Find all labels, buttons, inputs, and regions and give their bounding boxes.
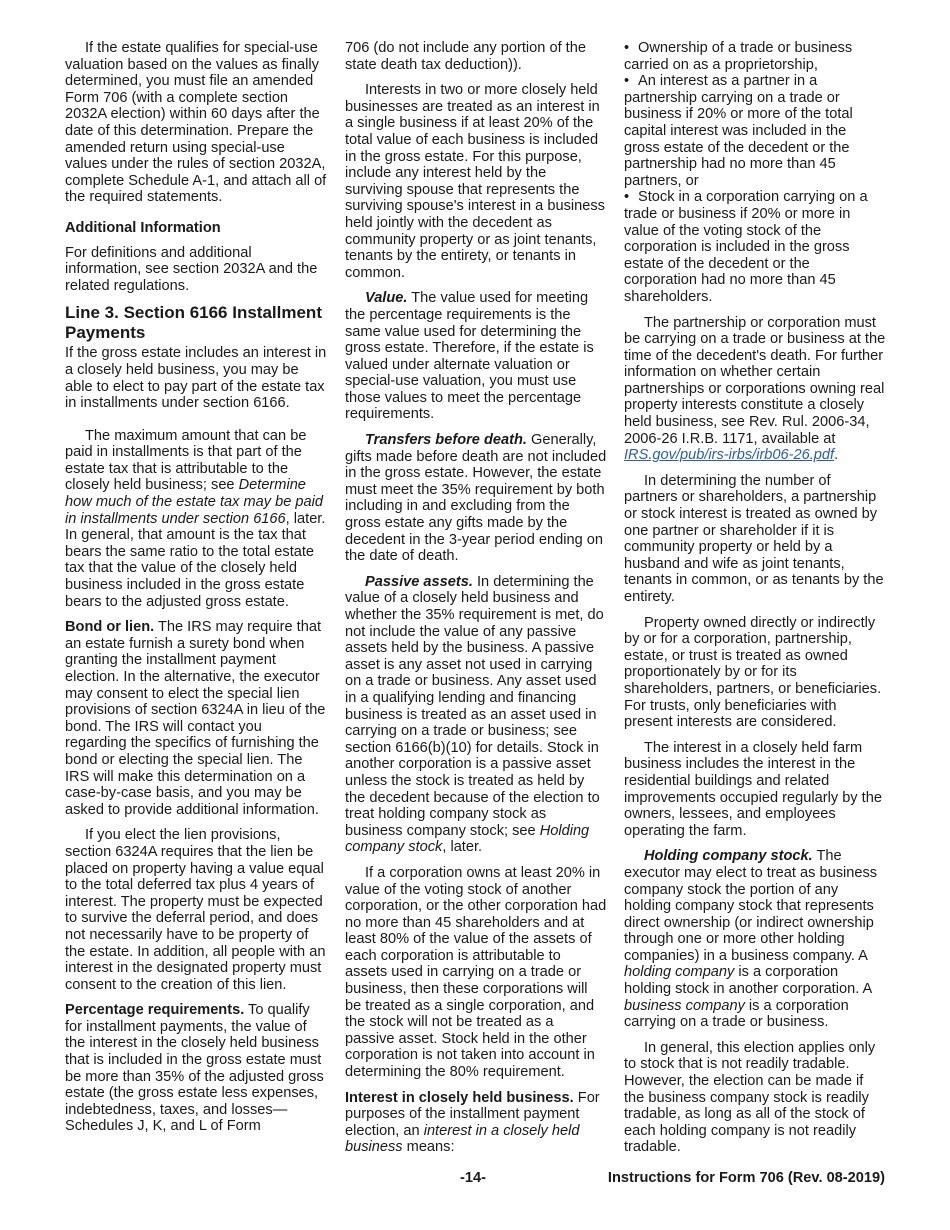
runin-heading-transfers: Transfers before death. — [365, 432, 527, 449]
text: means: — [402, 1139, 455, 1156]
text: In determining the value of a closely held business and whether the 35% requirement is met, do not include the value of any passive assets held by the business. A passive asset is any asset not used in carrying on a trade or business. Any asset used in a qualifying lending and financing business is treated as an asset used in carrying on a trade or business; see section 6166(b)(10) for details. Stock in another corporation is a passive asset unless the stock is treated as held by the decedent because of the election to treat holding company stock as business company stock; see — [345, 573, 604, 839]
paragraph-transfers-before-death — [345, 432, 607, 565]
text: The value used for meeting the percentage requirements is the same value used for determining the gross estate. Therefore, if the estate is valued under alternate valuation or special-use valuation, you must use those values to meet the percentage requirements. — [345, 290, 594, 423]
defined-term: business company — [624, 997, 745, 1014]
page-number: -14- — [460, 1170, 486, 1186]
paragraph-two-or-more-businesses: Interests in two or more closely held businesses are treated as an interest in a single business if at least 20% of the total value of each business is included in the gross estate. For this purpose, include any interest held by the surviving spouse that represents the surviving spouse's interest in a business held jointly with the decedent as community property or as joint tenants, tenants by the entirety, or tenants in common. — [345, 82, 605, 281]
runin-heading-interest: Interest in closely held business. — [345, 1089, 574, 1106]
runin-heading-percentage: Percentage requirements. — [65, 1002, 245, 1019]
defined-term: interest in a closely held business — [345, 1122, 580, 1156]
text: For purposes of the installment payment election, an — [345, 1089, 600, 1139]
paragraph-definitions: For definitions and additional information, see section 2032A and the related regulations. — [65, 244, 318, 294]
bullet-item-stock — [624, 189, 886, 305]
bullet-icon: • — [624, 189, 630, 206]
text: is a corporation carrying on a trade or business. — [624, 997, 849, 1031]
paragraph-special-use: If the estate qualifies for special-use valuation based on the values as finally determined, you must file an amended Form 706 (with a complete section 2032A election) within 60 days after the date of this determination. Prepare the amended return using special-use values under the rules of section 2032A, complete Schedule A-1, and attach all of the required statements. — [65, 40, 327, 206]
form-title: Instructions for Form 706 (Rev. 08-2019) — [607, 1170, 885, 1186]
paragraph-corporation-owns: If a corporation owns at least 20% in value of the voting stock of another corporation, or the other corporation had no more than 45 shareholders and at least 80% of the value of the assets of each corporation is attributable to assets used in carrying on a trade or business, then these corporations will be treated as a single corporation, and the stock will not be treated as a passive asset. Stock held in the other corporation is not taken into account in determining the 80% requirement. — [345, 864, 607, 1081]
paragraph-bond-or-lien — [65, 619, 327, 818]
column-2 — [345, 40, 607, 1165]
bullet-item-proprietorship — [624, 40, 886, 73]
text: The partnership or corporation must be carrying on a trade or business at the time of the decedent's death. For further information on whether certain partnerships or corporations owning real property interests constitute a closely held business, see Rev. Rul. 2006-34, 2006-26 I.R.B. 1171, available at — [624, 314, 886, 447]
cross-reference: Holding company stock — [345, 822, 590, 856]
heading-line-3: Line 3. Section 6166 Installment Payments — [65, 303, 322, 343]
text: The executor may elect to treat as business company stock the portion of any holding company stock that represents direct ownership (or indirect ownership through one or more other holding companies) in a business company. A — [624, 848, 878, 964]
irs-link[interactable]: IRS.gov/pub/irs-irbs/irb06-26.pdf — [624, 447, 835, 464]
text: An interest as a partner in a partnership carrying on a trade or business if 20% or more of the total capital interest was included in the gross estate of the decedent or the partnership had no more than 45 partners, or — [624, 73, 853, 189]
defined-term: holding company — [624, 964, 735, 981]
paragraph-partnership-or-corporation — [624, 315, 886, 464]
paragraph-gross-estate: If the gross estate includes an interest in a closely held business, you may be able to elect to pay part of the estate tax in installments under section 6166. — [65, 345, 327, 412]
paragraph-passive-assets — [345, 574, 607, 856]
text: , later. — [442, 839, 483, 856]
paragraph-interest-closely-held — [345, 1090, 607, 1156]
bullet-icon: • — [624, 73, 630, 90]
runin-heading-holding: Holding company stock. — [644, 848, 813, 865]
paragraph-property-owned: Property owned directly or indirectly by or for a corporation, partnership, estate, or trust is treated as owned proportionately by or for its shareholders, partners, or beneficiaries. For trusts, only beneficiaries with present interests are considered. — [624, 614, 882, 731]
bullet-item-partnership — [624, 73, 886, 189]
runin-heading-passive: Passive assets. — [365, 573, 473, 590]
text: The maximum amount that can be paid in installments is that part of the estate tax that is attributable to the closely held business; see — [65, 427, 307, 494]
text: Stock in a corporation carrying on a trade or business if 20% or more in value of the voting stock of the corporation is included in the gross estate of the decedent or the corporation had no more than 45 shareholders. — [624, 189, 868, 305]
bullet-icon: • — [624, 40, 630, 56]
runin-heading-bond: Bond or lien. — [65, 619, 155, 636]
column-1 — [65, 40, 327, 1144]
heading-additional-information: Additional Information — [65, 219, 221, 236]
paragraph-lien-provisions: If you elect the lien provisions, section 6324A requires that the lien be placed on property having a value equal to the total deferred tax plus 4 years of interest. The property must be expected to survive the deferral period, and does not necessarily have to be property of the estate. In addition, all people with an interest in the designated property must consent to the creation of this lien. — [65, 827, 326, 993]
cross-reference: Determine how much of the estate tax may be paid in installments under section 6166 — [65, 477, 323, 527]
text: Ownership of a trade or business carried on as a proprietorship, — [624, 40, 853, 73]
text: Generally, gifts made before death are not included in the gross estate. However, the estate must meet the 35% requirement by both including in and excluding from the gross estate any gifts made by the decedent in the 3-year period ending on the date of death. — [345, 432, 607, 565]
paragraph-number-of-partners: In determining the number of partners or shareholders, a partnership or stock interest is treated as owned by one partner or shareholder if it is community property or held by a husband and wife as joint tenants, tenants in common, or as tenants by the entirety. — [624, 472, 884, 605]
paragraph-value — [345, 290, 607, 423]
paragraph-maximum-amount — [65, 428, 327, 611]
text: To qualify for installment payments, the value of the interest in the closely held business that is included in the gross estate must be more than 35% of the adjusted gross estate (the gross estate less expenses, indebtedness, taxes, and losses—Schedules J, K, and L of Form — [65, 1002, 324, 1135]
text: The IRS may require that an estate furnish a surety bond when granting the installment payment election. In the alternative, the executor may consent to elect the special lien provisions of section 6324A in lieu of the bond. The IRS will contact you regarding the specifics of furnishing the bond or electing the special lien. The IRS will make this determination on a case-by-case basis, and you may be asked to provide additional information. — [65, 619, 326, 818]
paragraph-holding-company-stock — [624, 848, 886, 1031]
paragraph-continuation: 706 (do not include any portion of the state death tax deduction)). — [345, 40, 586, 73]
column-3 — [624, 40, 886, 1165]
paragraph-percentage-requirements — [65, 1002, 327, 1135]
text: . — [834, 447, 839, 464]
paragraph-farm-business: The interest in a closely held farm business includes the interest in the residential buildings and related improvements occupied regularly by the owners, lessees, and employees operating the farm. — [624, 739, 882, 839]
text: , later. In general, that amount is the tax that bears the same ratio to the total estate tax that the value of the closely held business included in the gross estate bears to the adjusted gross estate. — [65, 510, 326, 610]
runin-heading-value: Value. — [365, 290, 408, 307]
text: is a corporation holding stock in another corporation. A — [624, 964, 872, 998]
paragraph-readily-tradable: In general, this election applies only to stock that is not readily tradable. However, the election can be made if the business company stock is readily tradable, as long as all of the stock of each holding company is not readily tradable. — [624, 1039, 876, 1156]
